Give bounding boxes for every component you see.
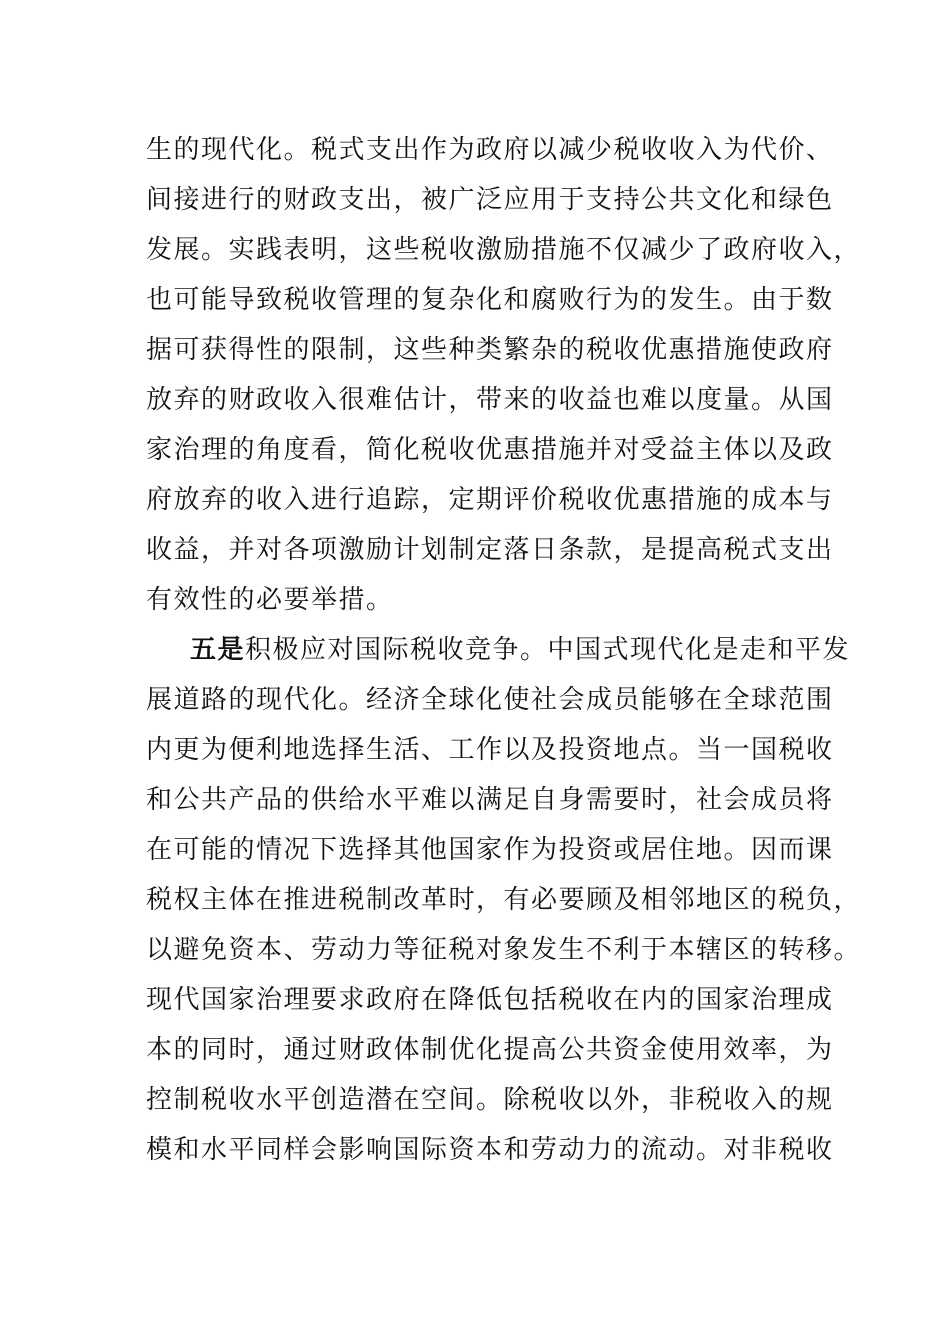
- paragraph-2-line-3: 内更为便利地选择生活、工作以及投资地点。当一国税收: [146, 735, 834, 765]
- paragraph-1-line-2: 间接进行的财政支出，被广泛应用于支持公共文化和绿色: [146, 185, 834, 215]
- paragraph-1-line-8: 府放弃的收入进行追踪，定期评价税收优惠措施的成本与: [146, 485, 834, 515]
- paragraph-2-line-1: [190, 624, 850, 676]
- paragraph-2-line-6: 税权主体在推进税制改革时，有必要顾及相邻地区的税负，: [146, 885, 862, 915]
- paragraph-2-line-9: 本的同时，通过财政体制优化提高公共资金使用效率，为: [146, 1035, 834, 1065]
- paragraph-2-line-11: 模和水平同样会影响国际资本和劳动力的流动。对非税收: [146, 1135, 834, 1165]
- paragraph-2-line-10: 控制税收水平创造潜在空间。除税收以外，非税收入的规: [146, 1085, 834, 1115]
- paragraph-2-line-2: 展道路的现代化。经济全球化使社会成员能够在全球范围: [146, 685, 834, 715]
- paragraph-2-line-4: 和公共产品的供给水平难以满足自身需要时，社会成员将: [146, 785, 834, 815]
- paragraph-1-line-3: 发展。实践表明，这些税收激励措施不仅减少了政府收入，: [146, 235, 862, 265]
- paragraph-1-line-7: 家治理的角度看，简化税收优惠措施并对受益主体以及政: [146, 435, 834, 465]
- paragraph-2-first-line-text: 积极应对国际税收竞争。中国式现代化是走和平发: [245, 635, 851, 665]
- paragraph-1-line-1: 生的现代化。税式支出作为政府以减少税收收入为代价、: [146, 135, 834, 165]
- paragraph-2-line-7: 以避免资本、劳动力等征税对象发生不利于本辖区的转移。: [146, 935, 862, 965]
- paragraph-1-line-10: 有效性的必要举措。: [146, 585, 394, 615]
- paragraph-1-line-6: 放弃的财政收入很难估计，带来的收益也难以度量。从国: [146, 385, 834, 415]
- paragraph-1-line-5: 据可获得性的限制，这些种类繁杂的税收优惠措施使政府: [146, 335, 834, 365]
- paragraph-1-line-4: 也可能导致税收管理的复杂化和腐败行为的发生。由于数: [146, 285, 834, 315]
- paragraph-1-line-9: 收益，并对各项激励计划制定落日条款，是提高税式支出: [146, 535, 834, 565]
- paragraph-2-lead: 五是: [190, 635, 246, 665]
- paragraph-2-line-5: 在可能的情况下选择其他国家作为投资或居住地。因而课: [146, 835, 834, 865]
- paragraph-2-line-8: 现代国家治理要求政府在降低包括税收在内的国家治理成: [146, 985, 834, 1015]
